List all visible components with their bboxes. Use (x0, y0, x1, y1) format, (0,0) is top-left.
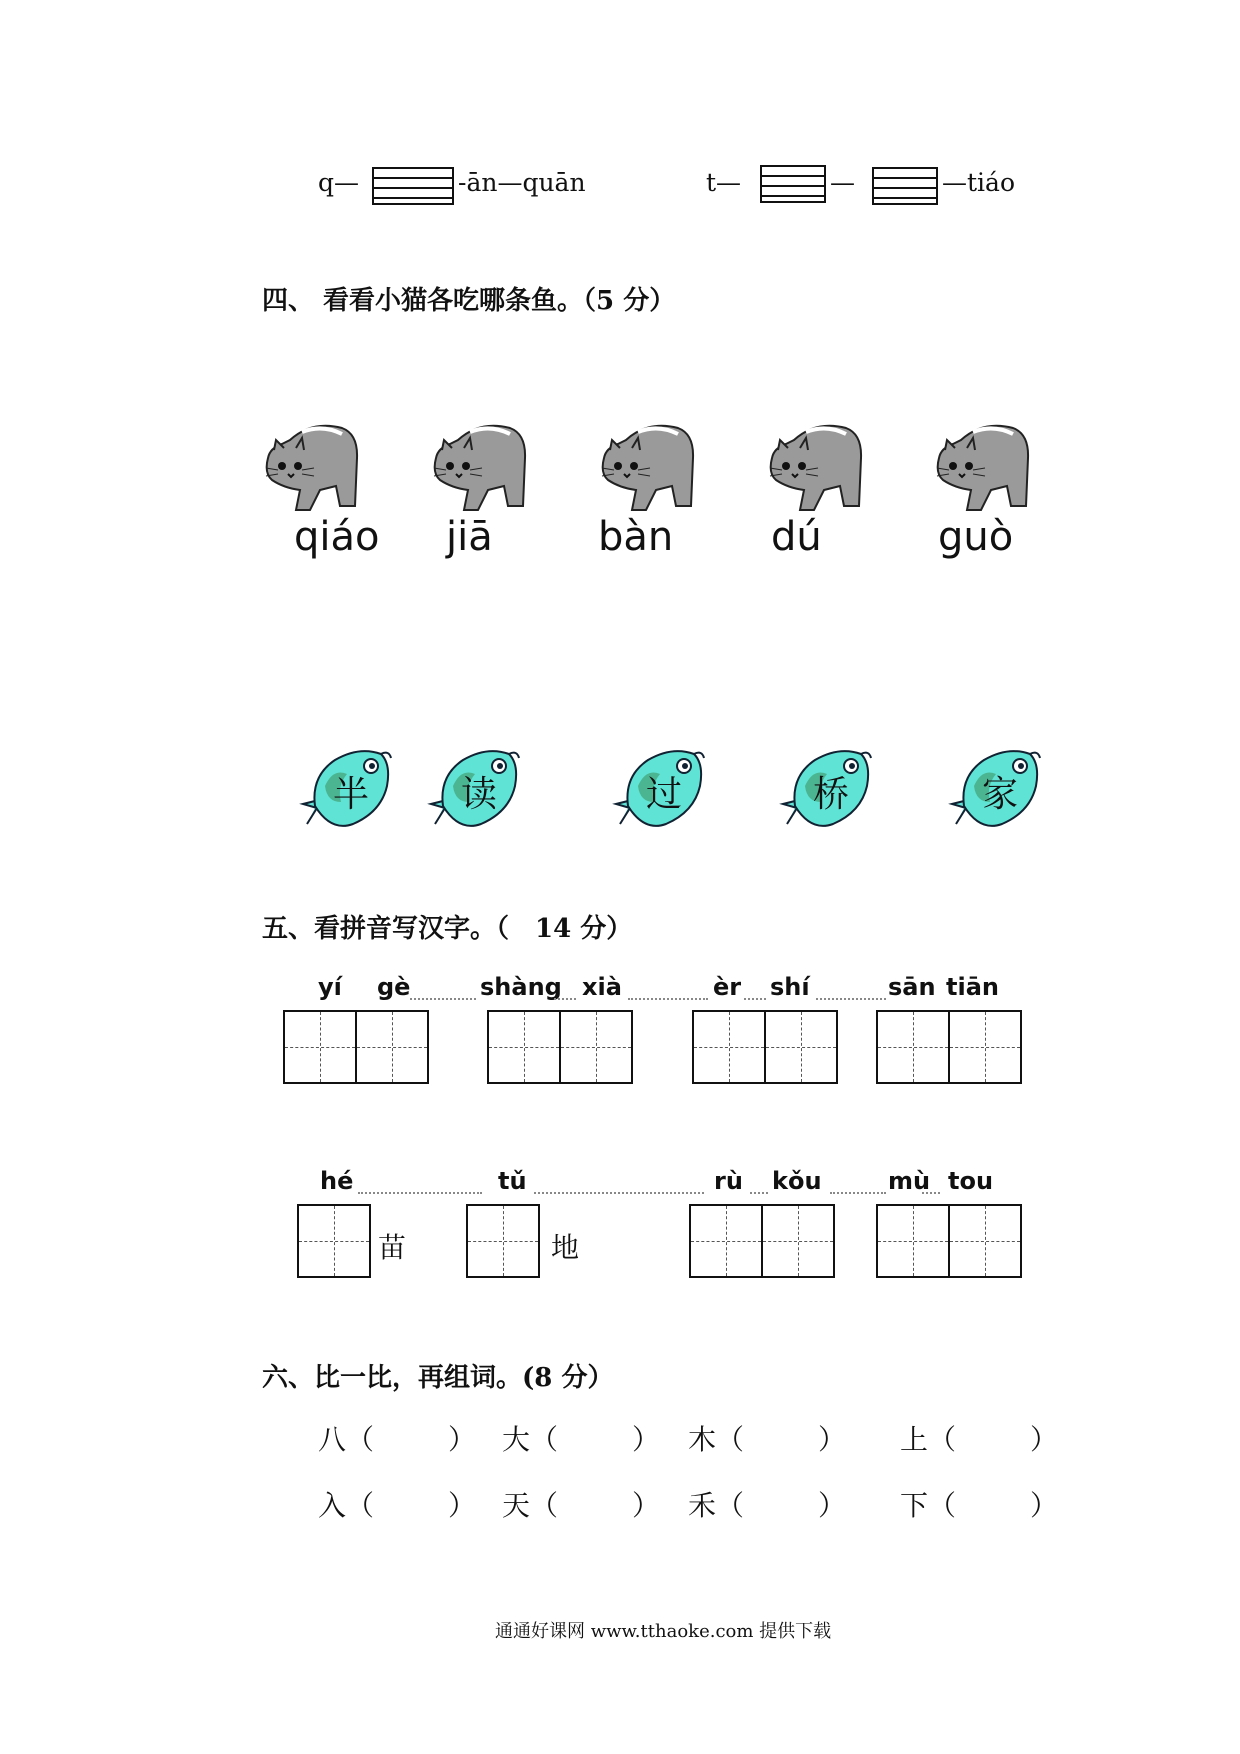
suffix-char-miao: 苗 (378, 1231, 407, 1264)
dotted-leader (816, 998, 886, 1000)
pinyin-label: tou (948, 1167, 994, 1195)
answer-blank[interactable] (378, 1418, 438, 1452)
four-line-box[interactable] (760, 165, 826, 203)
cat-icon (262, 418, 362, 522)
close-paren: ） (818, 1489, 847, 1522)
cat-icon (430, 418, 530, 522)
four-line-box[interactable] (372, 167, 454, 205)
dotted-leader (750, 1192, 768, 1194)
pinyin-label: èr (713, 973, 742, 1001)
cat-pinyin-label: jiā (446, 514, 493, 560)
suffix-char-di: 地 (551, 1231, 580, 1264)
cat-pinyin-label: bàn (598, 514, 674, 560)
compose-start-q: q— (318, 168, 360, 197)
cat-pinyin-label: guò (938, 514, 1014, 560)
writing-box[interactable] (876, 1010, 950, 1084)
dotted-leader (410, 998, 476, 1000)
writing-box[interactable] (761, 1204, 835, 1278)
dotted-leader (628, 998, 708, 1000)
answer-blank[interactable] (748, 1418, 808, 1452)
dotted-leader (830, 1192, 886, 1194)
compose-dash: — (830, 168, 855, 197)
cat-icon (598, 418, 698, 522)
writing-box[interactable] (559, 1010, 633, 1084)
writing-box[interactable] (692, 1010, 766, 1084)
writing-box[interactable] (487, 1010, 561, 1084)
answer-blank[interactable] (378, 1484, 438, 1518)
writing-box[interactable] (948, 1010, 1022, 1084)
compose-start-t: t— (706, 168, 742, 197)
writing-box[interactable] (689, 1204, 763, 1278)
dotted-leader (534, 1192, 704, 1194)
fish-character: 半 (333, 774, 370, 815)
compare-word-prompt: 八（ (318, 1423, 375, 1456)
close-paren: ） (632, 1489, 661, 1522)
close-paren: ） (632, 1423, 661, 1456)
fish-character: 过 (646, 774, 683, 815)
writing-box[interactable] (355, 1010, 429, 1084)
answer-blank[interactable] (960, 1484, 1020, 1518)
compare-word-prompt: 木（ (688, 1423, 745, 1456)
section-5-heading: 五、看拼音写汉字。（ 14 分） (262, 914, 633, 944)
close-paren: ） (448, 1423, 477, 1456)
pinyin-label: gè (377, 973, 411, 1001)
dotted-leader (922, 1192, 940, 1194)
compare-word-prompt: 下（ (900, 1489, 957, 1522)
answer-blank[interactable] (562, 1484, 622, 1518)
footer-note: 通通好课网 www.tthaoke.com 提供下载 (495, 1621, 832, 1642)
close-paren: ） (1030, 1423, 1059, 1456)
writing-box[interactable] (297, 1204, 371, 1278)
writing-box[interactable] (283, 1010, 357, 1084)
writing-box[interactable] (466, 1204, 540, 1278)
section-6-heading: 六、比一比，再组词。(8 分） (262, 1363, 614, 1393)
pinyin-label: shàng (480, 973, 562, 1001)
close-paren: ） (448, 1489, 477, 1522)
answer-blank[interactable] (960, 1418, 1020, 1452)
cat-icon (933, 418, 1033, 522)
pinyin-label: mù (888, 1167, 931, 1195)
fish-character: 家 (982, 774, 1019, 815)
pinyin-label: sān (888, 973, 936, 1001)
writing-box[interactable] (876, 1204, 950, 1278)
fish-character: 桥 (813, 774, 850, 815)
compare-word-prompt: 入（ (318, 1489, 375, 1522)
answer-blank[interactable] (748, 1484, 808, 1518)
writing-box[interactable] (764, 1010, 838, 1084)
close-paren: ） (818, 1423, 847, 1456)
cat-pinyin-label: dú (771, 514, 822, 560)
cat-pinyin-label: qiáo (294, 514, 380, 560)
compare-word-prompt: 上（ (900, 1423, 957, 1456)
dotted-leader (358, 1192, 482, 1194)
pinyin-label: shí (770, 973, 810, 1001)
pinyin-label: xià (582, 973, 622, 1001)
compose-end-quan: -ān—quān (458, 168, 586, 197)
compare-word-prompt: 大（ (502, 1423, 559, 1456)
dotted-leader (744, 998, 766, 1000)
close-paren: ） (1030, 1489, 1059, 1522)
compose-end-tiao: —tiáo (942, 168, 1015, 197)
pinyin-label: tǔ (498, 1167, 527, 1195)
pinyin-label: rù (714, 1167, 743, 1195)
fish-character: 读 (461, 774, 498, 815)
pinyin-label: kǒu (772, 1167, 822, 1195)
writing-box[interactable] (948, 1204, 1022, 1278)
dotted-leader (554, 998, 576, 1000)
cat-icon (766, 418, 866, 522)
answer-blank[interactable] (562, 1418, 622, 1452)
compare-word-prompt: 天（ (502, 1489, 559, 1522)
pinyin-label: yí (318, 973, 342, 1001)
section-4-heading: 四、 看看小猫各吃哪条鱼。（5 分） (262, 286, 676, 316)
pinyin-label: tiān (946, 973, 999, 1001)
four-line-box[interactable] (872, 167, 938, 205)
pinyin-label: hé (320, 1167, 354, 1195)
compare-word-prompt: 禾（ (688, 1489, 745, 1522)
